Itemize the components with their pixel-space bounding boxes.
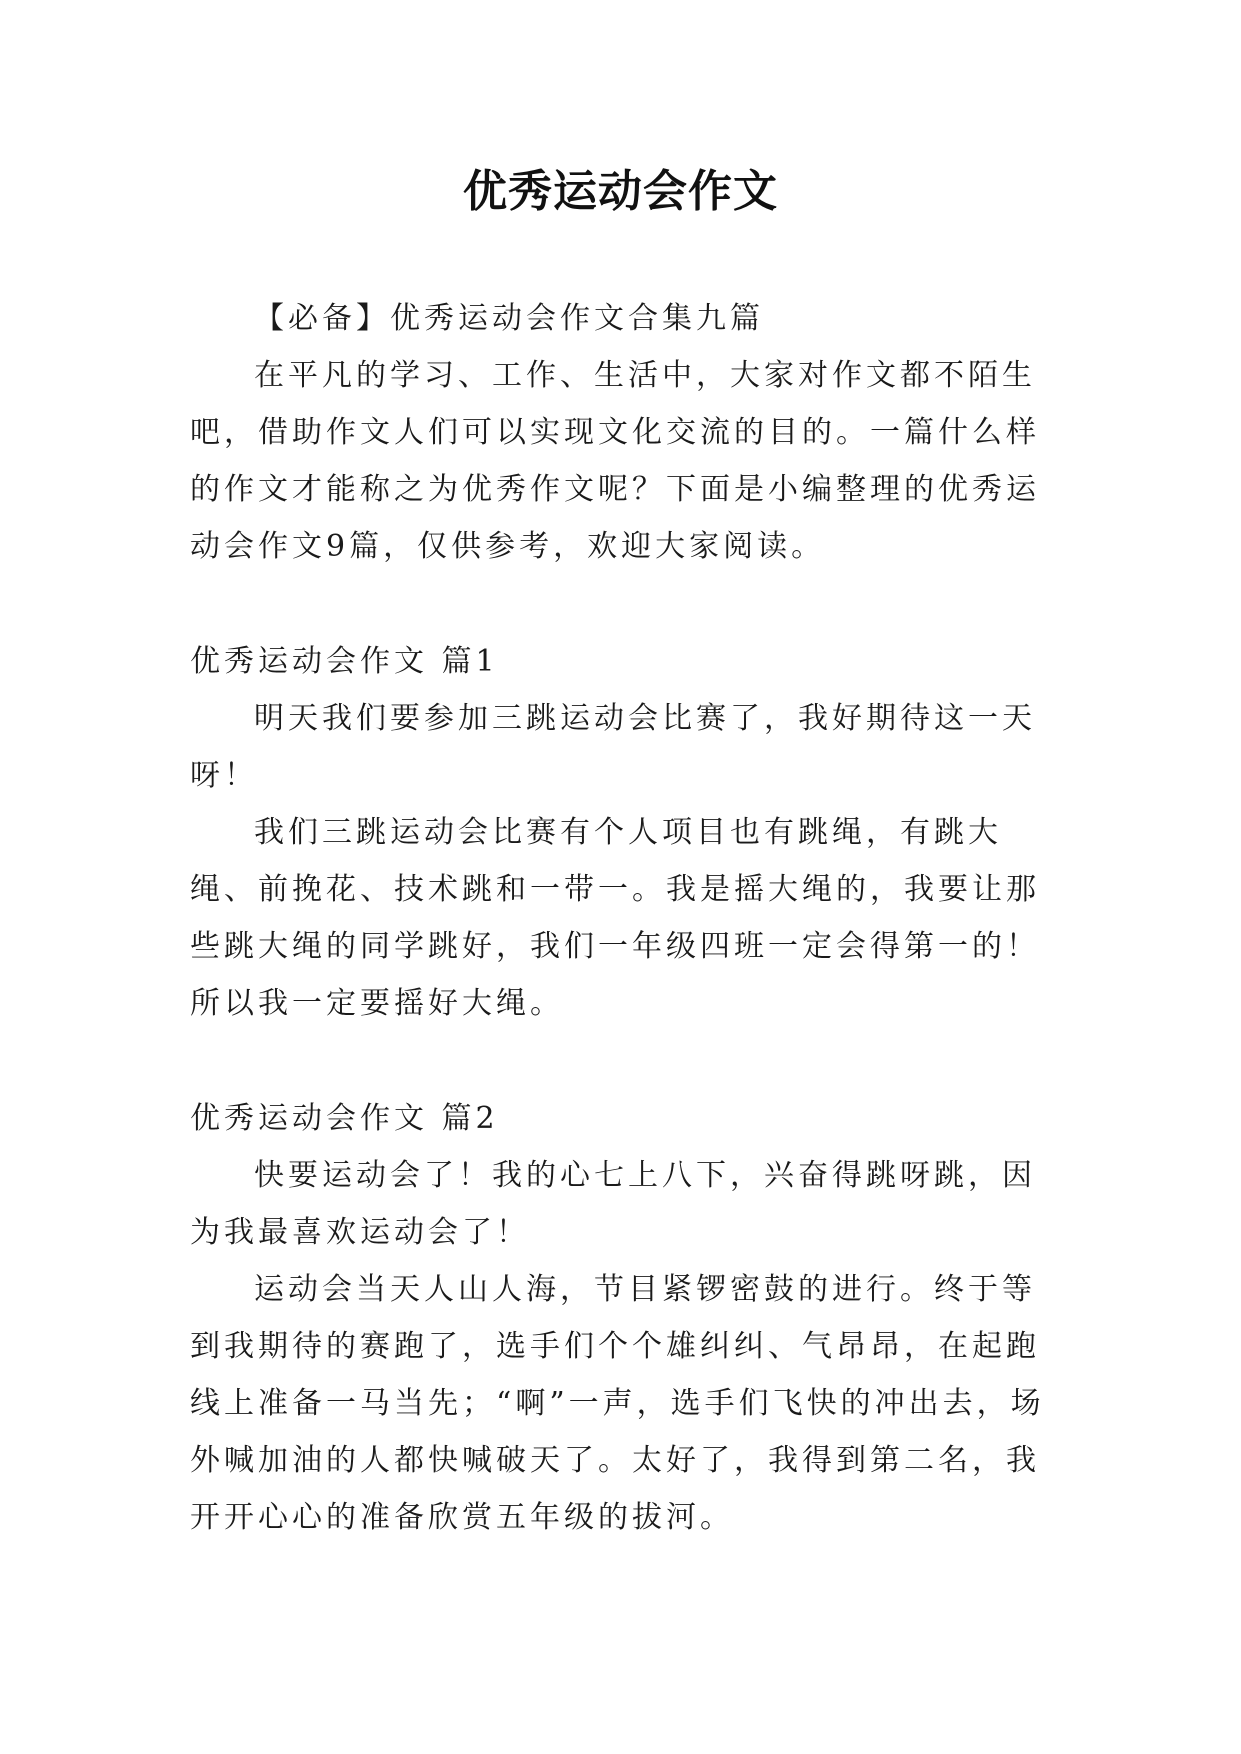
section-heading-1: 优秀运动会作文 篇1	[190, 644, 499, 679]
intro-paragraph: 在平凡的学习、工作、生活中，大家对作文都不陌生吧，借助作文人们可以实现文化交流的目的。一篇什么样的作文才能称之为优秀作文呢？下面是小编整理的优秀运动会作文9篇，仅供参考，欢迎大家阅读。	[190, 358, 1040, 564]
section-1-paragraph-1: 明天我们要参加三跳运动会比赛了，我好期待这一天呀！	[190, 701, 1036, 793]
section-2-paragraph-2: 运动会当天人山人海，节目紧锣密鼓的进行。终于等到我期待的赛跑了，选手们个个雄纠纠、气昂昂，在起跑线上准备一马当先；“啊”一声，选手们飞快的冲出去，场外喊加油的人都快喊破天了。太好了，我得到第二名，我开开心心的准备欣赏五年级的拔河。	[190, 1272, 1045, 1535]
collection-subtitle: 【必备】优秀运动会作文合集九篇	[254, 301, 764, 336]
document-title: 优秀运动会作文	[463, 166, 778, 217]
document-body	[190, 290, 1050, 1546]
section-2-paragraph-1: 快要运动会了！我的心七上八下，兴奋得跳呀跳，因为我最喜欢运动会了！	[190, 1158, 1036, 1250]
section-1-paragraph-2: 我们三跳运动会比赛有个人项目也有跳绳，有跳大绳、前挽花、技术跳和一带一。我是摇大绳的，我要让那些跳大绳的同学跳好，我们一年级四班一定会得第一的！所以我一定要摇好大绳。	[190, 815, 1040, 1021]
section-heading-2: 优秀运动会作文 篇2	[190, 1101, 499, 1136]
